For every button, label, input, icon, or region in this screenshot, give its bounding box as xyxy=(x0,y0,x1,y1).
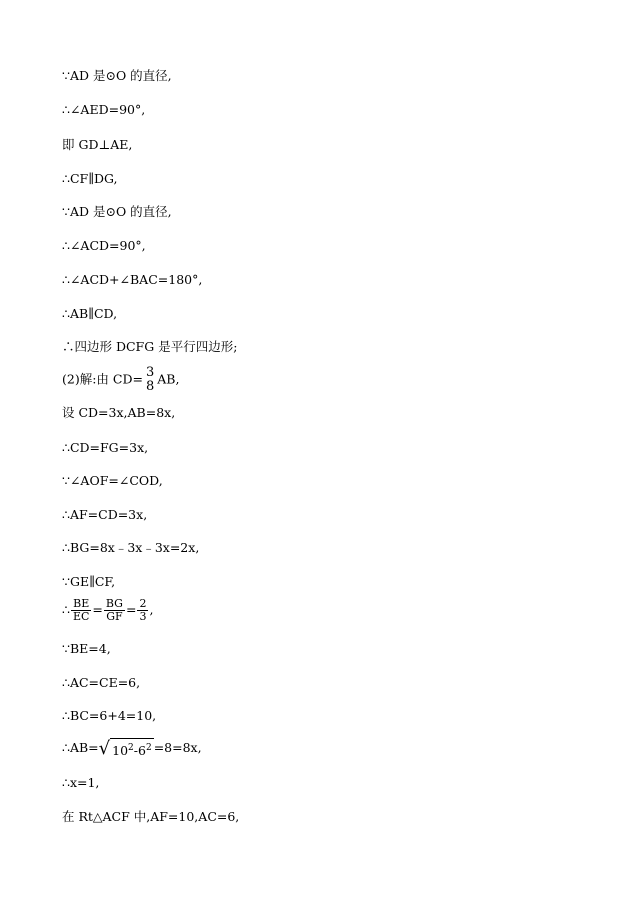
exponent-b: 2 xyxy=(145,743,152,753)
proof-line-4: ∴CF∥DG, xyxy=(62,171,118,186)
fraction-denominator: GF xyxy=(106,610,123,623)
fraction-numerator: BG xyxy=(105,597,123,610)
proof-line-15: ∵GE∥CF, xyxy=(62,574,116,589)
fraction-denominator: 3 xyxy=(139,610,147,623)
radicand xyxy=(110,738,154,759)
proof-line-13: ∴AF=CD=3x, xyxy=(62,507,148,522)
proof-line-2: ∴∠AED=90°, xyxy=(62,102,146,117)
proof-line-19: ∴x=1, xyxy=(62,775,100,790)
part2-prefix: (2)解:由 CD= xyxy=(62,371,143,387)
proof-line-18: ∴BC=6+4=10, xyxy=(62,708,157,723)
proof-line-17: ∴AC=CE=6, xyxy=(62,675,141,690)
proof-line-10: 设 CD=3x,AB=8x, xyxy=(62,405,176,420)
sqrt-line xyxy=(62,738,202,759)
fraction-numerator: 2 xyxy=(139,597,147,610)
proof-line-12: ∵∠AOF=∠COD, xyxy=(62,473,163,488)
proof-line-6: ∴∠ACD=90°, xyxy=(62,238,146,253)
square-root xyxy=(99,738,154,759)
sqrt-line-prefix: ∴AB= xyxy=(62,740,99,756)
proof-line-14: ∴BG=8x﹣3x﹣3x=2x, xyxy=(62,540,200,555)
part2-line xyxy=(62,366,179,394)
fraction-2-3 xyxy=(137,598,148,623)
fraction-denominator: 8 xyxy=(145,379,155,394)
proof-line-7: ∴∠ACD+∠BAC=180°, xyxy=(62,272,203,287)
proof-line-3: 即 GD⊥AE, xyxy=(62,137,133,152)
ratio-suffix: , xyxy=(149,602,154,617)
proof-line-9: ∴四边形 DCFG 是平行四边形; xyxy=(62,339,238,354)
ratio-line xyxy=(62,598,153,623)
proof-line-20: 在 Rt△ACF 中,AF=10,AC=6, xyxy=(62,809,240,824)
radical-sign: √ xyxy=(98,737,111,759)
proof-line-8: ∴AB∥CD, xyxy=(62,306,118,321)
fraction-numerator: BE xyxy=(71,598,91,611)
exponent-a: 2 xyxy=(128,743,134,753)
proof-line-16: ∵BE=4, xyxy=(62,641,111,656)
proof-line-5: ∵AD 是⊙O 的直径, xyxy=(62,204,172,219)
fraction-be-ec xyxy=(71,598,91,623)
sqrt-line-suffix: =8=8x, xyxy=(153,740,202,756)
radicand-term-b: -6 xyxy=(133,743,146,759)
equals-sign: = xyxy=(92,602,103,617)
fraction-numerator: 3 xyxy=(145,365,155,380)
proof-line-1: ∵AD 是⊙O 的直径, xyxy=(62,68,172,83)
proof-line-11: ∴CD=FG=3x, xyxy=(62,440,149,455)
fraction-3-8 xyxy=(144,366,156,394)
fraction-bg-gf xyxy=(104,598,125,623)
part2-suffix: AB, xyxy=(157,371,180,387)
ratio-prefix: ∴ xyxy=(62,602,70,617)
equals-sign: = xyxy=(125,602,137,617)
radicand-term-a: 10 xyxy=(112,743,129,759)
fraction-denominator: EC xyxy=(72,610,90,623)
